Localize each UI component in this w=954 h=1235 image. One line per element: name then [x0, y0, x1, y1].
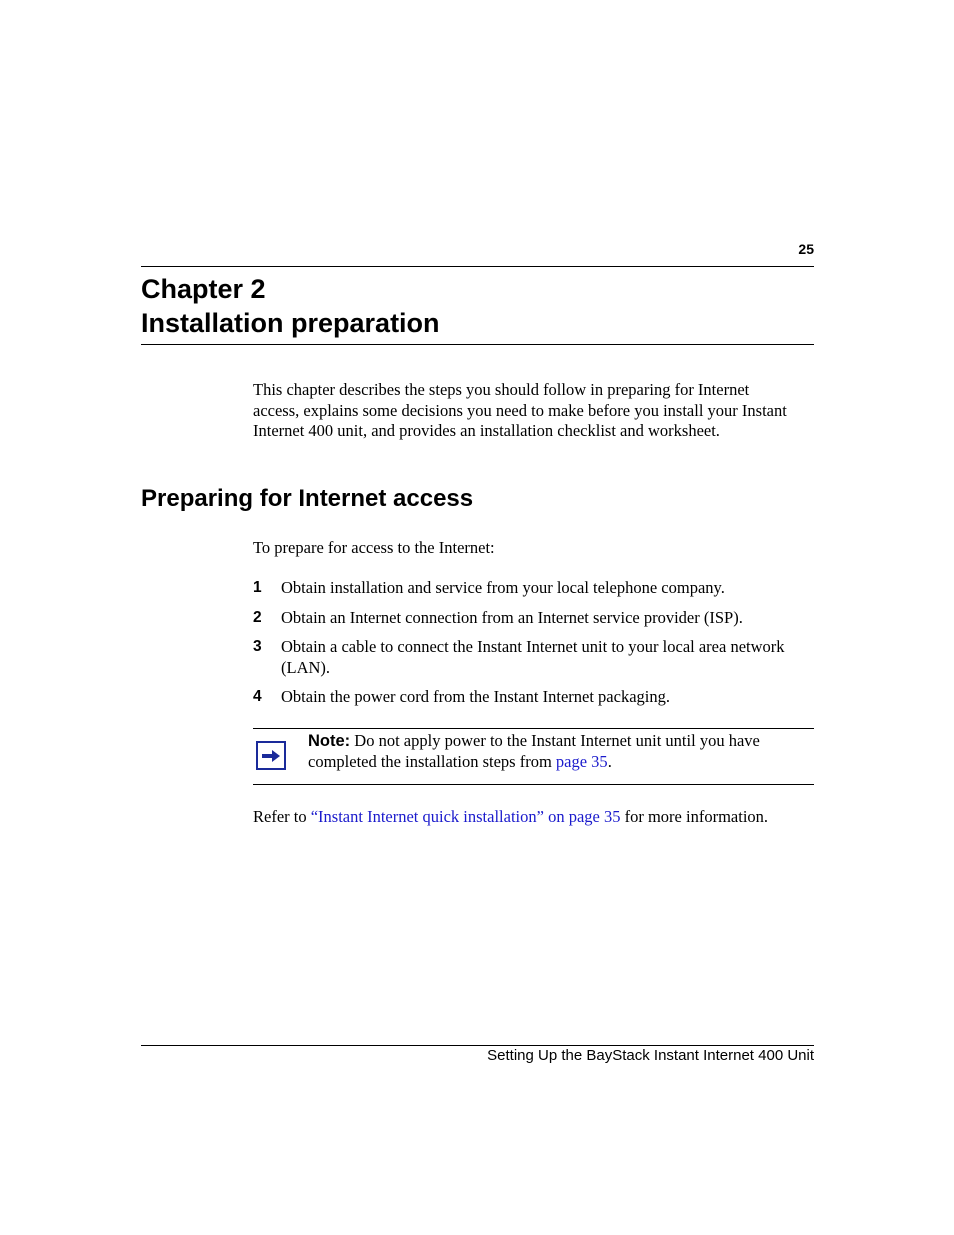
step-text: Obtain the power cord from the Instant Internet packaging.: [281, 687, 670, 706]
note-label: Note:: [308, 732, 351, 750]
footer-text: Setting Up the BayStack Instant Internet 400 Unit: [487, 1047, 814, 1064]
step-number: 4: [253, 688, 262, 705]
chapter-rule: [141, 344, 814, 345]
step-number: 1: [253, 579, 262, 596]
refer-prefix: Refer to: [253, 807, 311, 826]
note-line2-end: .: [607, 751, 612, 771]
intro-line: access, explains some decisions you need to make before you install your Instant: [253, 400, 787, 420]
refer-paragraph: [253, 807, 768, 828]
note-text: [308, 731, 760, 772]
intro-line: Internet 400 unit, and provides an installation checklist and worksheet.: [253, 421, 720, 440]
quick-installation-link[interactable]: “Instant Internet quick installation” on page 35: [310, 807, 621, 826]
step-text: Obtain installation and service from your local telephone company.: [281, 578, 725, 597]
note-line-2: [308, 752, 760, 773]
chapter-label: Chapter 2: [141, 274, 266, 304]
note-line-1: [308, 731, 760, 752]
note-line2-text: completed the installation steps from: [308, 751, 556, 771]
step-number: 3: [253, 638, 262, 655]
footer-rule: [141, 1045, 814, 1046]
section-lead: To prepare for access to the Internet:: [253, 538, 495, 557]
note-line1-text: Do not apply power to the Instant Internet unit until you have: [354, 731, 760, 750]
chapter-title: Installation preparation: [141, 308, 440, 338]
intro-paragraph: [253, 380, 818, 442]
intro-line: This chapter describes the steps you should follow in preparing for Internet: [253, 380, 750, 399]
header-rule: [141, 266, 814, 267]
refer-suffix: for more information.: [620, 807, 769, 826]
step-text: Obtain an Internet connection from an Internet service provider (ISP).: [281, 608, 743, 627]
note-bottom-rule: [253, 784, 814, 785]
step-number: 2: [253, 609, 262, 626]
note-top-rule: [253, 728, 814, 729]
note-page-link[interactable]: page 35: [555, 751, 608, 771]
page-number: 25: [798, 241, 814, 257]
arrow-right-icon-glyph: [261, 749, 281, 763]
arrow-right-icon: [256, 741, 286, 770]
step-text: Obtain a cable to connect the Instant Internet unit to your local area network: [281, 637, 785, 656]
chapter-heading: [141, 272, 440, 340]
step-text-continued: (LAN).: [281, 658, 331, 677]
section-heading: Preparing for Internet access: [141, 485, 474, 512]
